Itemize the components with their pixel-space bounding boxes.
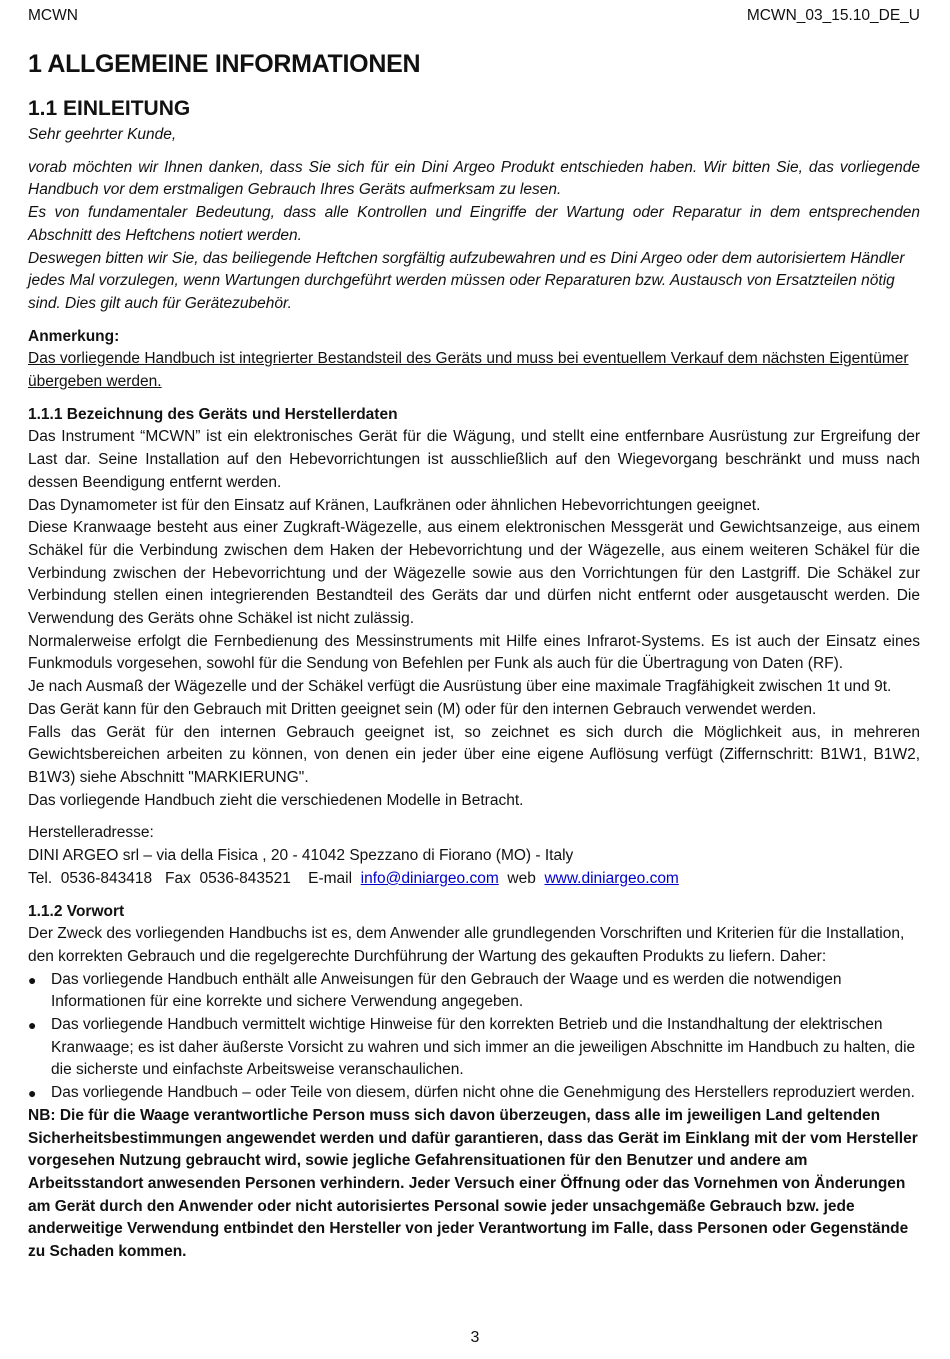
intro-paragraph-2: Es von fundamentaler Bedeutung, dass alle Kontrollen und Eingriffe der Wartung oder Reparatur in dem entsprechenden Abschnitt des Heftchens notiert werden. (28, 204, 920, 244)
subsection-title-1-1-1: 1.1.1 Bezeichnung des Geräts und Herstellerdaten (28, 405, 398, 423)
sub1-paragraph: Das vorliegende Handbuch zieht die verschiedenen Modelle in Betracht. (28, 791, 524, 809)
bullet-icon: ● (28, 971, 37, 988)
bullet-icon: ● (28, 1085, 37, 1102)
sub1-paragraph: Normalerweise erfolgt die Fernbedienung des Messinstruments mit Hilfe eines Infrarot-Systems. Es ist auch der Einsatz eines Funkmoduls vorgesehen, sowohl für die Sendung von Befehlen per Funk als auch für die Übertragung von Daten (RF). (28, 632, 920, 673)
note-label: Anmerkung: (28, 327, 120, 345)
bullet-list (28, 969, 920, 1105)
main-content (28, 124, 920, 1264)
sub1-paragraph: Diese Kranwaage besteht aus einer Zugkraft-Wägezelle, aus einem elektronischen Messgerät und Gewichtsanzeige, aus einem Schäkel für die Verbindung zwischen dem Haken der Hebevorrichtung und der Wägezelle, aus einem weiteren Schäkel für die Verbindung zwischen der Hebevorrichtung und der Wägezelle sowie aus den Vorrichtungen für den Lastgriff. Die Schäkel zur Verbindung stellen einen integrierenden Bestandteil des Geräts dar und dürfen nicht entfernt oder ausgetauscht werden. Die Verwendung des Geräts ohne Schäkel ist nicht zulässig. (28, 519, 920, 628)
bullet-icon: ● (28, 1017, 37, 1034)
nb-warning: NB: Die für die Waage verantwortliche Person muss sich davon überzeugen, dass alle im jeweiligen Land geltenden Sicherheitsbestimmungen angewendet werden und dafür garantieren, dass das Gerät im Einklang mit der vom Hersteller vorgesehen Nutzung gebraucht wird, sowie jegliche Gefahrensituationen für den Benutzer und andere am Arbeitsstandort anwesenden Personen verhindern. Jeder Versuch einer Öffnung oder das Vornehmen von Änderungen am Gerät durch den Anwender oder nicht autorisiertes Personal sowie jeder unsachgemäße Gebrauch bzw. jede anderweitige Verwendung entbindet den Hersteller von jeder Verantwortung im Falle, dass Personen oder Gegenstände zu Schaden kommen. (28, 1106, 918, 1261)
section-title: 1.1 EINLEITUNG (28, 97, 191, 120)
list-item: ● Das vorliegende Handbuch vermittelt wichtige Hinweise für den korrekten Betrieb und die Instandhaltung der elektrischen Kranwaage; es ist daher äußerste Vorsicht zu wahren und sich immer an die jeweiligen Abschnitte im Handbuch zu halten, die die sicherste und einfachste Arbeitsweise veranschaulichen. (28, 1016, 916, 1079)
manufacturer-address: DINI ARGEO srl – via della Fisica , 20 - 41042 Spezzano di Fiorano (MO) - Italy (28, 847, 574, 865)
fax-value: 0536-843521 (199, 869, 291, 887)
subsection-title-1-1-2: 1.1.2 Vorwort (28, 902, 125, 920)
chapter-title: 1 ALLGEMEINE INFORMATIONEN (28, 50, 421, 78)
list-item: ● Das vorliegende Handbuch – oder Teile von diesem, dürfen nicht ohne die Genehmigung des Herstellers reproduziert werden. (28, 1082, 920, 1105)
sub1-paragraph: Das Gerät kann für den Gebrauch mit Dritten geeignet sein (M) oder für den internen Gebrauch verwendet werden. (28, 700, 817, 718)
contact-line (28, 868, 920, 891)
sub1-paragraph: Das Dynamometer ist für den Einsatz auf Kränen, Laufkränen oder ähnlichen Hebevorrichtungen geeignet. (28, 496, 761, 514)
intro-paragraph-1: vorab möchten wir Ihnen danken, dass Sie sich für ein Dini Argeo Produkt entschieden haben. Wir bitten Sie, das vorliegende Handbuch vor dem erstmaligen Gebrauch Ihres Geräts aufmerksam zu lesen. (28, 158, 920, 199)
note-text: Das vorliegende Handbuch ist integrierter Bestandsteil des Geräts und muss bei eventuellem Verkauf dem nächsten Eigentümer übergeben werden. (28, 350, 909, 391)
sub1-paragraph: Das Instrument “MCWN” ist ein elektronisches Gerät für die Wägung, und stellt eine entfernbare Ausrüstung zur Ergreifung der Last dar. Seine Installation auf den Hebevorrichtungen ist ausschließlich auf den Wiegevorgang beschränkt und muss nach dessen Beendigung entfernt werden. (28, 428, 920, 491)
fax-label: Fax (165, 869, 191, 887)
header-doc-code: MCWN (28, 7, 78, 24)
page-number: 3 (470, 1329, 480, 1346)
sub1-paragraph: Je nach Ausmaß der Wägezelle und der Schäkel verfügt die Ausrüstung über eine maximale Tragfähigkeit zwischen 1t und 9t. (28, 678, 892, 696)
email-label: E-mail (308, 869, 353, 887)
tel-value: 0536-843418 (60, 869, 153, 887)
email-link[interactable]: info@diniargeo.com (360, 869, 499, 887)
sub1-paragraph: Falls das Gerät für den internen Gebrauch geeignet ist, so zeichnet es sich durch die Möglichkeit aus, in mehreren Gewichtsbereichen arbeiten zu können, von denen ein jeder über eine eigene Auflösung verfügt (Ziffernschritt: B1W1, B1W2, B1W3) siehe Abschnitt "MARKIERUNG". (28, 723, 920, 786)
sub2-intro: Der Zweck des vorliegenden Handbuchs ist es, dem Anwender alle grundlegenden Vorschriften und Kriterien für die Installation, den korrekten Gebrauch und die regelgerechte Durchführung der Wartung des gekauften Produkts zu liefern. Daher: (28, 925, 905, 965)
greeting: Sehr geehrter Kunde, (28, 126, 177, 143)
manufacturer-address-label: Herstelleradresse: (28, 824, 154, 842)
tel-label: Tel. (28, 869, 53, 887)
list-item: ● Das vorliegende Handbuch enthält alle Anweisungen für den Gebrauch der Waage und es werden die notwendigen Informationen für eine korrekte und sichere Verwendung angegeben. (28, 970, 842, 1011)
web-link[interactable]: www.diniargeo.com (544, 869, 679, 887)
intro-paragraph-3: Deswegen bitten wir Sie, das beiliegende Heftchen sorgfältig aufzubewahren und es Dini Argeo oder dem autorisiertem Händler jedes Mal vorzulegen, wenn Wartungen durchgeführt werden müssen oder Reparaturen bzw. Austausch von Ersatzteilen nötig sind. Dies gilt auch für Gerätezubehör. (28, 249, 905, 312)
header-doc-version: MCWN_03_15.10_DE_U (746, 7, 920, 24)
web-label: web (507, 869, 536, 887)
